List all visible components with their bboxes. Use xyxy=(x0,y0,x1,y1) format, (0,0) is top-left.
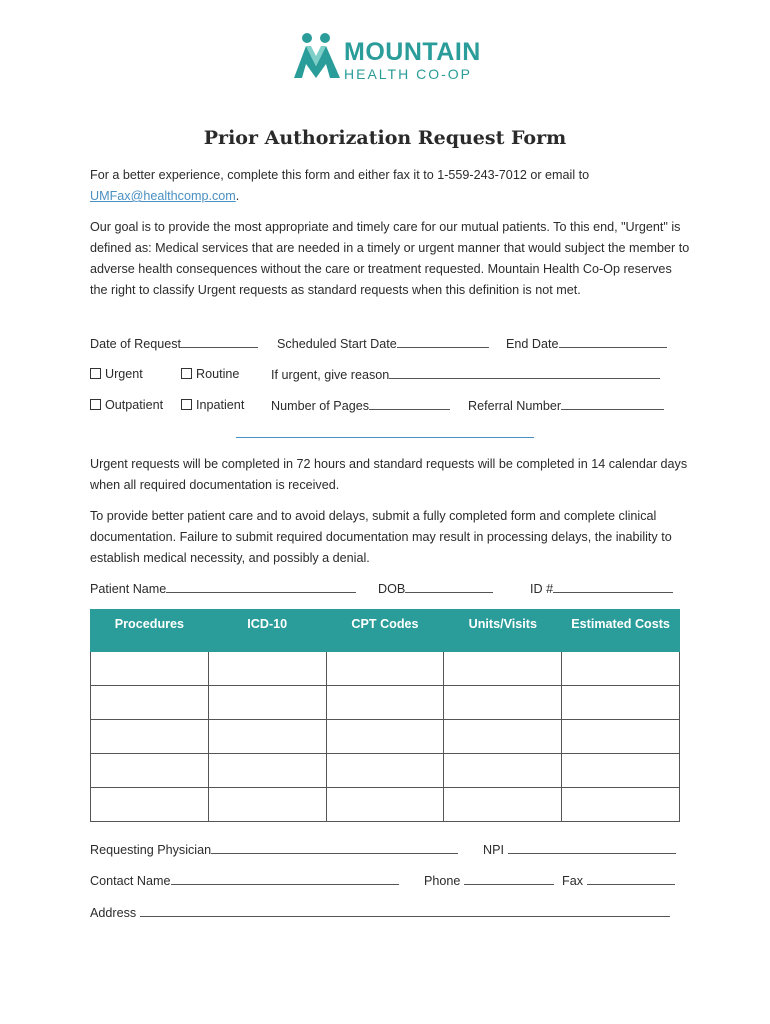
routine-checkbox[interactable] xyxy=(181,368,192,379)
scheduled-start-date-label: Scheduled Start Date xyxy=(277,337,397,351)
urgent-checkbox[interactable] xyxy=(90,368,101,379)
address-label: Address xyxy=(90,906,137,920)
table-cell[interactable] xyxy=(326,754,444,788)
inpatient-label: Inpatient xyxy=(196,398,245,412)
header-units-visits: Units/Visits xyxy=(444,610,562,652)
requesting-physician-label: Requesting Physician xyxy=(90,843,212,857)
table-header-row xyxy=(91,610,680,652)
dob-field[interactable] xyxy=(405,579,493,593)
logo xyxy=(292,30,492,82)
address-field[interactable] xyxy=(140,903,670,917)
date-of-request-label: Date of Request xyxy=(90,337,182,351)
table-cell[interactable] xyxy=(562,686,680,720)
patient-name-field[interactable] xyxy=(166,579,356,593)
logo-people-icon xyxy=(292,32,344,80)
patient-name-label: Patient Name xyxy=(90,582,167,596)
table-cell[interactable] xyxy=(91,720,209,754)
routine-label: Routine xyxy=(196,367,240,381)
table-cell[interactable] xyxy=(208,686,326,720)
table-row xyxy=(91,686,680,720)
logo-line2: HEALTH CO-OP xyxy=(344,66,472,82)
table-cell[interactable] xyxy=(562,720,680,754)
delay-paragraph: To provide better patient care and to avoid delays, submit a fully completed form and complete clinical documentation. Failure to submit required documentation may result in processing delays, the inability to establish medical necessity, and possibly a denial. xyxy=(90,509,672,565)
header-icd-10: ICD-10 xyxy=(208,610,326,652)
table-cell[interactable] xyxy=(444,652,562,686)
end-date-field[interactable] xyxy=(559,334,667,348)
npi-field[interactable] xyxy=(508,840,676,854)
requesting-physician-field[interactable] xyxy=(211,840,458,854)
referral-number-label: Referral Number xyxy=(468,399,562,413)
table-cell[interactable] xyxy=(562,754,680,788)
dob-label: DOB xyxy=(378,582,406,596)
table-cell[interactable] xyxy=(91,788,209,822)
table-cell[interactable] xyxy=(91,754,209,788)
id-label: ID # xyxy=(530,582,554,596)
table-cell[interactable] xyxy=(444,754,562,788)
table-cell[interactable] xyxy=(444,720,562,754)
procedures-table xyxy=(90,609,680,822)
outpatient-checkbox[interactable] xyxy=(90,399,101,410)
table-row xyxy=(91,788,680,822)
scheduled-start-date-field[interactable] xyxy=(397,334,489,348)
intro-paragraph xyxy=(90,165,690,207)
table-cell[interactable] xyxy=(562,652,680,686)
table-cell[interactable] xyxy=(562,788,680,822)
referral-number-field[interactable] xyxy=(561,396,664,410)
fax-field[interactable] xyxy=(587,871,675,885)
logo-line1: MOUNTAIN xyxy=(344,38,481,66)
urgent-label: Urgent xyxy=(105,367,143,381)
section-divider xyxy=(236,437,534,438)
header-estimated-costs: Estimated Costs xyxy=(562,610,680,652)
table-cell[interactable] xyxy=(326,652,444,686)
email-link[interactable]: UMFax@healthcomp.com xyxy=(90,189,236,203)
phone-field[interactable] xyxy=(464,871,554,885)
inpatient-checkbox[interactable] xyxy=(181,399,192,410)
page-title: Prior Authorization Request Form xyxy=(203,127,567,149)
goal-paragraph: Our goal is to provide the most appropriate and timely care for our mutual patients. To this end, "Urgent" is defined as: Medical services that are needed in a timely or urgent manner that would subject the member to adverse health consequences without the care or treatment requested. Mountain Health Co-Op reserves the right to classify Urgent requests as standard requests when this definition is not met. xyxy=(90,220,690,297)
phone-label: Phone xyxy=(424,874,461,888)
date-of-request-field[interactable] xyxy=(181,334,258,348)
urgent-reason-label: If urgent, give reason xyxy=(271,368,390,382)
id-field[interactable] xyxy=(553,579,673,593)
table-cell[interactable] xyxy=(326,686,444,720)
end-date-label: End Date xyxy=(506,337,559,351)
table-row xyxy=(91,720,680,754)
header-cpt-codes: CPT Codes xyxy=(326,610,444,652)
intro-end: . xyxy=(235,189,240,203)
table-cell[interactable] xyxy=(326,720,444,754)
table-cell[interactable] xyxy=(208,788,326,822)
table-cell[interactable] xyxy=(91,652,209,686)
table-cell[interactable] xyxy=(208,720,326,754)
table-cell[interactable] xyxy=(91,686,209,720)
table-cell[interactable] xyxy=(444,788,562,822)
contact-name-label: Contact Name xyxy=(90,874,171,888)
number-of-pages-label: Number of Pages xyxy=(271,399,370,413)
table-cell[interactable] xyxy=(208,652,326,686)
contact-name-field[interactable] xyxy=(171,871,399,885)
table-row xyxy=(91,754,680,788)
table-cell[interactable] xyxy=(326,788,444,822)
outpatient-label: Outpatient xyxy=(105,398,164,412)
table-cell[interactable] xyxy=(444,686,562,720)
urgent-reason-field[interactable] xyxy=(389,365,660,379)
header-procedures: Procedures xyxy=(91,610,209,652)
number-of-pages-field[interactable] xyxy=(369,396,450,410)
table-cell[interactable] xyxy=(208,754,326,788)
table-row xyxy=(91,652,680,686)
intro-text: For a better experience, complete this form and either fax it to 1-559-243-7012 or email to xyxy=(90,168,590,182)
npi-label: NPI xyxy=(483,843,504,857)
fax-label: Fax xyxy=(562,874,583,888)
completion-paragraph: Urgent requests will be completed in 72 hours and standard requests will be completed in 14 calendar days when all required documentation is received. xyxy=(90,457,688,492)
